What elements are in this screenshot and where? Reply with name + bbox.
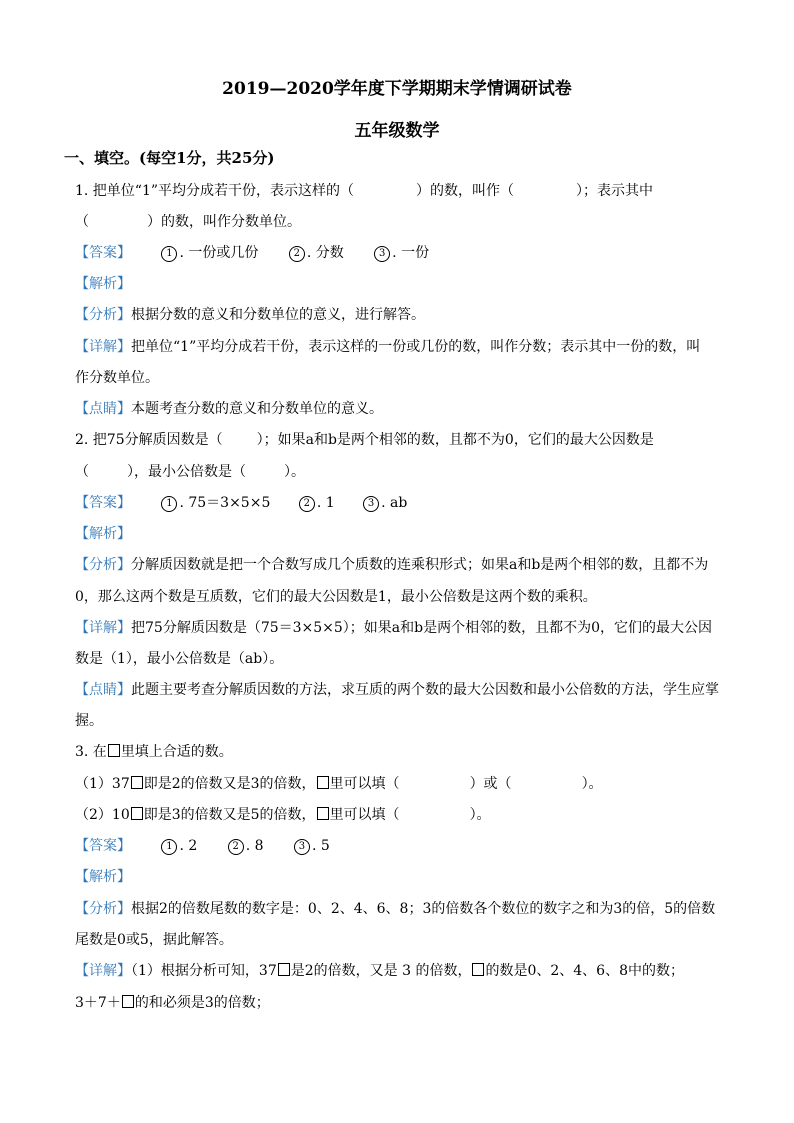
answer-item [299, 493, 335, 513]
q1-text: 1. 把单位“1”平均分成若干份，表示这样的（ [75, 183, 355, 199]
answer-label: 【答案】 [75, 838, 131, 854]
blank-square-icon [317, 776, 329, 789]
q3-text: ）或（ [469, 776, 512, 792]
answer-item [161, 836, 197, 856]
blank-square-icon [131, 776, 143, 789]
answer-text: . 1 [316, 495, 335, 511]
q3-answer [75, 836, 330, 856]
q3-xiangjie-cont [75, 993, 270, 1013]
q2-xiangjie-cont: 数是（1），最小公倍数是（ab）。 [75, 651, 284, 667]
q3-text: ）。 [469, 807, 491, 823]
answer-item [161, 243, 258, 263]
answer-label: 【答案】 [75, 495, 131, 511]
q2-answer [75, 493, 407, 513]
dianjing-text: 本题考查分数的意义和分数单位的意义。 [131, 401, 383, 417]
xiangjie-text: 的数是0、2、4、6、8中的数； [485, 963, 684, 979]
q2-line2 [75, 462, 305, 482]
q2-text: ）。 [284, 464, 305, 480]
answer-item [161, 493, 270, 513]
q2-line1 [75, 430, 654, 450]
dianjing-text: 此题主要考查分解质因数的方法，求互质的两个数的最大公因数和最小公倍数的方法，学生应掌 [131, 682, 719, 698]
circled-number: 2 [289, 246, 305, 262]
q1-text: ）的数，叫作分数单位。 [147, 214, 301, 230]
circled-number: 1 [161, 839, 177, 855]
exam-subtitle: 五年级数学 [354, 121, 440, 141]
xiangjie-text: 是2的倍数，又是 3 的倍数， [290, 963, 472, 979]
q2-xiangjie [75, 618, 712, 638]
answer-item [228, 836, 264, 856]
xiangjie-label: 【详解】 [75, 339, 131, 355]
xiangjie-text: 把75分解质因数是（75＝3×5×5）；如果a和b是两个相邻的数，且都不为0，它们的最大公因 [131, 620, 713, 636]
q3-text: （1）37 [75, 776, 130, 792]
blank-square-icon [278, 963, 290, 976]
q2-dianjing [75, 680, 719, 700]
blank-square-icon [108, 744, 120, 757]
answer-text: . 2 [179, 838, 198, 854]
q1-answer [75, 243, 429, 263]
q3-text: ）。 [581, 776, 603, 792]
xiangjie-label: 【详解】 [75, 963, 131, 979]
analysis-label: 【解析】 [75, 276, 131, 292]
xiangjie-label: 【详解】 [75, 620, 131, 636]
exam-title: 2019—2020学年度下学期期末学情调研试卷 [222, 79, 572, 99]
q2-text: ）；如果a和b是两个相邻的数，且都不为0，它们的最大公因数是 [256, 432, 654, 448]
blank-square-icon [472, 963, 484, 976]
answer-item [374, 243, 429, 263]
answer-text: . 8 [245, 838, 264, 854]
answer-label: 【答案】 [75, 245, 131, 261]
answer-item [294, 836, 330, 856]
blank-square-icon [317, 807, 329, 820]
q3-xiangjie [75, 961, 684, 981]
fenxi-label: 【分析】 [75, 901, 131, 917]
q1-text: ）的数，叫作（ [416, 183, 515, 199]
xiangjie-text: （1）根据分析可知，37 [131, 963, 277, 979]
q3-text: 即是2的倍数又是3的倍数， [143, 776, 316, 792]
circled-number: 1 [161, 246, 177, 262]
section-heading: 一、填空。(每空1分，共25分) [64, 149, 275, 167]
analysis-label: 【解析】 [75, 526, 131, 542]
q3-text: 3. 在 [75, 744, 107, 760]
dianjing-label: 【点睛】 [75, 401, 131, 417]
q2-dianjing-cont: 握。 [75, 713, 103, 729]
q3-fenxi-cont: 尾数是0或5，据此解答。 [75, 932, 233, 948]
fenxi-text: 根据分数的意义和分数单位的意义，进行解答。 [131, 307, 425, 323]
answer-text: . 一份或几份 [179, 245, 259, 261]
q1-line1 [75, 181, 653, 201]
circled-number: 2 [299, 496, 315, 512]
answer-text: . 75＝3×5×5 [179, 495, 271, 511]
fenxi-text: 分解质因数就是把一个合数写成几个质数的连乘积形式；如果a和b是两个相邻的数，且都不为 [131, 557, 709, 573]
dianjing-label: 【点睛】 [75, 682, 131, 698]
q3-text: 里可以填（ [329, 807, 400, 823]
q1-text: ）；表示其中 [576, 183, 654, 199]
q1-dianjing [75, 399, 383, 419]
circled-number: 2 [228, 839, 244, 855]
xiangjie-text: 3＋7＋ [75, 995, 121, 1011]
circled-number: 1 [161, 496, 177, 512]
blank-square-icon [131, 807, 143, 820]
q1-xiangjie [75, 337, 700, 357]
answer-item [289, 243, 344, 263]
answer-text: . 5 [311, 838, 330, 854]
xiangjie-text: 的和必须是3的倍数； [134, 995, 270, 1011]
q2-text: ），最小公倍数是（ [127, 464, 246, 480]
q3-text: （2）10 [75, 807, 130, 823]
q1-line2 [75, 212, 301, 232]
q2-text: 2. 把75分解质因数是（ [75, 432, 223, 448]
circled-number: 3 [374, 246, 390, 262]
answer-item [363, 493, 407, 513]
answer-text: . 一份 [392, 245, 430, 261]
circled-number: 3 [294, 839, 310, 855]
q1-xiangjie-cont: 作分数单位。 [75, 370, 159, 386]
q3-sub1 [75, 774, 603, 794]
answer-text: . 分数 [306, 245, 344, 261]
q3-line1 [75, 742, 233, 762]
q3-text: 里可以填（ [329, 776, 400, 792]
analysis-label: 【解析】 [75, 869, 131, 885]
xiangjie-text: 把单位“1”平均分成若干份，表示这样的一份或几份的数，叫作分数；表示其中一份的数，叫 [131, 339, 701, 355]
q2-fenxi-cont: 0，那么这两个数是互质数，它们的最大公因数是1，最小公倍数是这两个数的乘积。 [75, 589, 597, 605]
q3-text: 即是3的倍数又是5的倍数， [143, 807, 316, 823]
q3-text: 里填上合适的数。 [120, 744, 233, 760]
q2-fenxi [75, 555, 708, 575]
q3-sub2 [75, 805, 491, 825]
q2-text: （ [75, 464, 89, 480]
fenxi-label: 【分析】 [75, 557, 131, 573]
answer-text: . ab [381, 495, 408, 511]
fenxi-label: 【分析】 [75, 307, 131, 323]
circled-number: 3 [363, 496, 379, 512]
q3-fenxi [75, 899, 715, 919]
q1-fenxi [75, 305, 425, 325]
fenxi-text: 根据2的倍数尾数的数字是：0、2、4、6、8；3的倍数各个数位的数字之和为3的倍，5的倍数 [131, 901, 716, 917]
q1-text: （ [75, 214, 89, 230]
blank-square-icon [122, 995, 134, 1008]
